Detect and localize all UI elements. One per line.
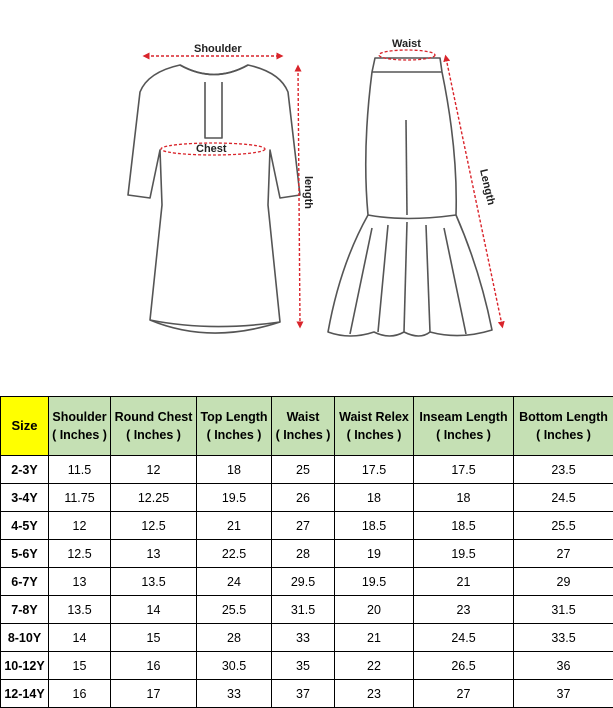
table-cell: 15	[111, 624, 197, 652]
table-cell: 12	[49, 512, 111, 540]
size-cell: 12-14Y	[1, 680, 49, 708]
table-cell: 28	[197, 624, 272, 652]
shoulder-label: Shoulder	[194, 43, 242, 55]
table-cell: 25.5	[197, 596, 272, 624]
table-cell: 16	[49, 680, 111, 708]
header-waist-relex: Waist Relex ( Inches )	[335, 397, 414, 456]
table-cell: 18.5	[335, 512, 414, 540]
size-cell: 10-12Y	[1, 652, 49, 680]
table-cell: 20	[335, 596, 414, 624]
table-cell: 24.5	[414, 624, 514, 652]
table-cell: 24	[197, 568, 272, 596]
table-cell: 17.5	[414, 456, 514, 484]
table-cell: 11.75	[49, 484, 111, 512]
top-length-measure-line	[298, 68, 300, 325]
table-cell: 13	[49, 568, 111, 596]
table-cell: 21	[335, 624, 414, 652]
header-waist: Waist ( Inches )	[272, 397, 335, 456]
header-shoulder: Shoulder ( Inches )	[49, 397, 111, 456]
table-cell: 18	[335, 484, 414, 512]
table-row	[1, 680, 613, 708]
table-cell: 25.5	[514, 512, 613, 540]
size-cell: 7-8Y	[1, 596, 49, 624]
table-cell: 35	[272, 652, 335, 680]
table-cell: 11.5	[49, 456, 111, 484]
table-cell: 21	[197, 512, 272, 540]
table-cell: 29.5	[272, 568, 335, 596]
header-bottom-length: Bottom Length ( Inches )	[514, 397, 613, 456]
table-cell: 23	[414, 596, 514, 624]
table-cell: 22	[335, 652, 414, 680]
table-cell: 27	[272, 512, 335, 540]
size-cell: 4-5Y	[1, 512, 49, 540]
table-cell: 24.5	[514, 484, 613, 512]
header-round-chest: Round Chest ( Inches )	[111, 397, 197, 456]
table-cell: 13.5	[111, 568, 197, 596]
table-row	[1, 624, 613, 652]
table-cell: 16	[111, 652, 197, 680]
header-top-length: Top Length ( Inches )	[197, 397, 272, 456]
size-cell: 3-4Y	[1, 484, 49, 512]
table-cell: 17	[111, 680, 197, 708]
table-cell: 14	[49, 624, 111, 652]
table-cell: 19.5	[414, 540, 514, 568]
size-chart-table	[0, 396, 613, 708]
table-cell: 23	[335, 680, 414, 708]
table-cell: 18	[197, 456, 272, 484]
table-cell: 22.5	[197, 540, 272, 568]
table-cell: 14	[111, 596, 197, 624]
table-cell: 17.5	[335, 456, 414, 484]
table-cell: 23.5	[514, 456, 613, 484]
table-cell: 33	[272, 624, 335, 652]
table-cell: 36	[514, 652, 613, 680]
kurta-outline	[128, 65, 300, 333]
table-cell: 21	[414, 568, 514, 596]
table-cell: 12.5	[111, 512, 197, 540]
size-cell: 6-7Y	[1, 568, 49, 596]
table-cell: 12.25	[111, 484, 197, 512]
table-cell: 19.5	[197, 484, 272, 512]
table-cell: 33	[197, 680, 272, 708]
table-cell: 31.5	[514, 596, 613, 624]
table-cell: 13.5	[49, 596, 111, 624]
table-row	[1, 456, 613, 484]
table-cell: 19.5	[335, 568, 414, 596]
table-row	[1, 568, 613, 596]
table-cell: 12	[111, 456, 197, 484]
table-cell: 29	[514, 568, 613, 596]
sharara-outline	[328, 58, 492, 336]
table-row	[1, 540, 613, 568]
top-length-label: length	[302, 176, 314, 209]
table-cell: 28	[272, 540, 335, 568]
table-cell: 30.5	[197, 652, 272, 680]
table-row	[1, 596, 613, 624]
table-cell: 25	[272, 456, 335, 484]
table-cell: 26.5	[414, 652, 514, 680]
table-cell: 26	[272, 484, 335, 512]
table-cell: 27	[514, 540, 613, 568]
table-cell: 37	[272, 680, 335, 708]
table-cell: 18	[414, 484, 514, 512]
table-row	[1, 652, 613, 680]
header-inseam-length: Inseam Length ( Inches )	[414, 397, 514, 456]
waist-label: Waist	[392, 38, 421, 50]
size-cell: 2-3Y	[1, 456, 49, 484]
table-row	[1, 484, 613, 512]
table-header-row	[1, 397, 613, 456]
header-size: Size	[1, 397, 49, 456]
table-cell: 19	[335, 540, 414, 568]
table-cell: 15	[49, 652, 111, 680]
table-cell: 13	[111, 540, 197, 568]
chest-label: Chest	[196, 143, 227, 155]
size-cell: 8-10Y	[1, 624, 49, 652]
table-row	[1, 512, 613, 540]
table-cell: 37	[514, 680, 613, 708]
table-cell: 33.5	[514, 624, 613, 652]
table-cell: 12.5	[49, 540, 111, 568]
table-cell: 18.5	[414, 512, 514, 540]
table-cell: 27	[414, 680, 514, 708]
size-cell: 5-6Y	[1, 540, 49, 568]
table-cell: 31.5	[272, 596, 335, 624]
bottom-length-label: Length	[477, 168, 497, 207]
